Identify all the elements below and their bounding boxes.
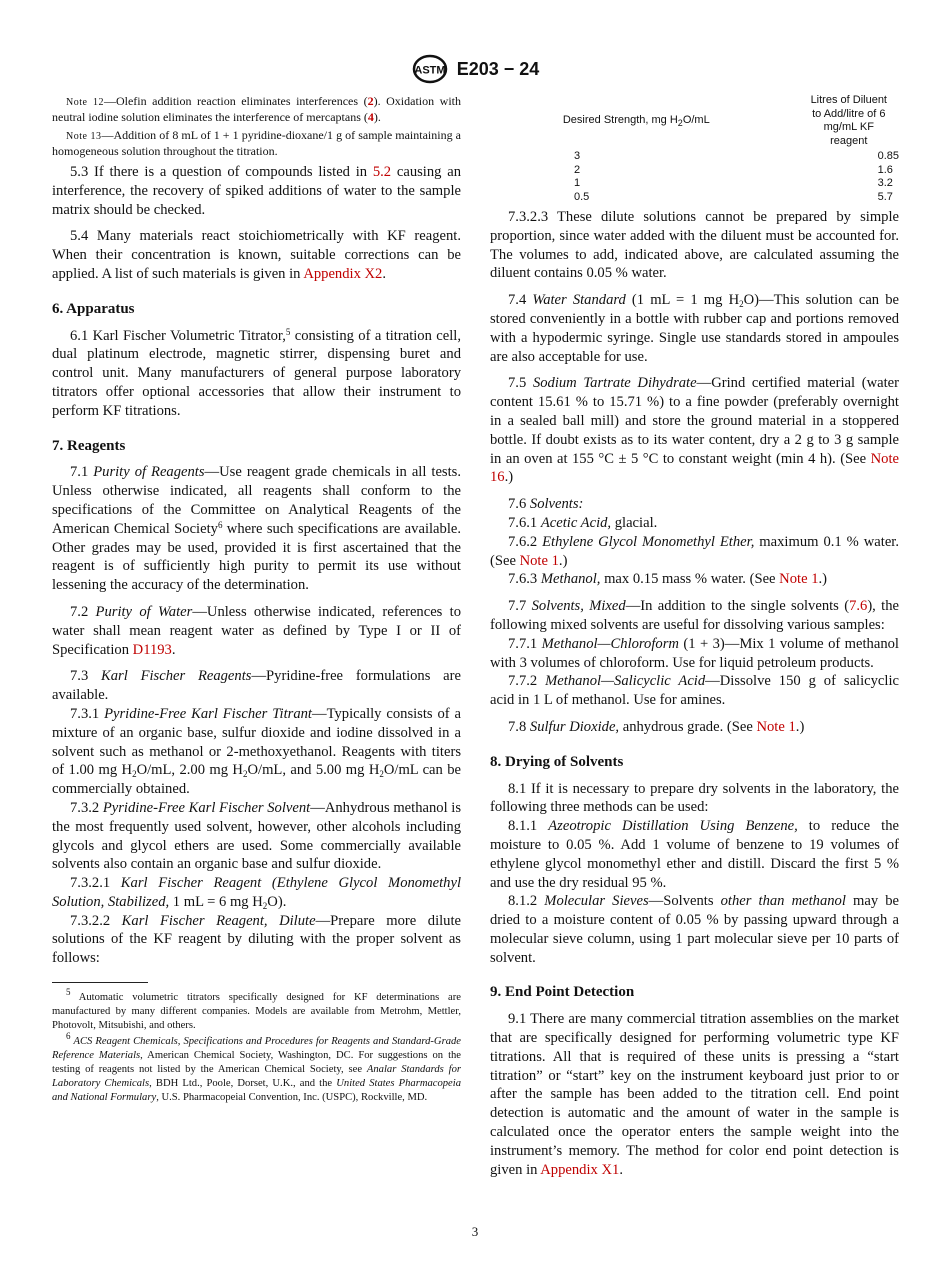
page-number: 3 — [471, 1224, 479, 1239]
svg-text:ASTM: ASTM — [414, 64, 446, 77]
dilution-table — [490, 94, 899, 204]
section-link[interactable]: 5.2 — [372, 164, 392, 180]
ref-link[interactable]: 4 — [367, 110, 374, 124]
note-link[interactable]: Note 1 — [756, 718, 796, 735]
para-7-7-1: 7.7.1 Methanol—Chloroform (1 + 3)—Mix 1 volume of methanol with 3 volumes of chloroform. Use for liquid petroleum products. — [490, 635, 899, 671]
table-header — [490, 94, 899, 150]
footnote-6: $^6$ ACS Reagent Chemicals, Specifications and Procedures for Reagents and Standard-Grade Reference Materials, American Chemical Society, Washington, DC. For suggestions on the testing of reagents not listed by the American Chemical Society, see Analar Standards for Laboratory Chemicals, BDH Ltd., Poole, Dorset, U.K., and the United States Pharmacopeia and National Formulary, U.S. Pharmacopeial Convention, Inc. (USPC), Rockville, MD. — [52, 1031, 462, 1104]
para-7-1: 7.1 Purity of Reagents—Use reagent grade chemicals in all tests. Unless otherwise indicated, all reagents shall conform to the specifications of the Committee on Analytical Reagents of the American Chemical Society$^6$ where such specifications are available. Other grades may be used, provided it is first ascertained that the reagent is of sufficiently high purity to permit its use without lessening the accuracy of the determination. — [52, 464, 462, 594]
table-row: 3 0.85 — [574, 150, 899, 162]
para-7-5: 7.5 Sodium Tartrate Dihydrate—Grind certified material (water content 15.61 % to 15.71 %) to a fine powder (preferably overnight in a sealed ball mill) and store the ground material in a stoppered bottle. If doubt exists as to its water content, dry a 2 g to 3 g sample in an oven at 155 °C ± 5 °C to constant weight (min 4 h). (See Note 16.) — [490, 375, 899, 486]
note-13: Note 13—Addition of 8 mL of 1 + 1 pyridine-dioxane/1 g of sample maintaining a homogeneous solution throughout the titration. — [52, 128, 461, 158]
appendix-link[interactable]: Appendix X2 — [303, 265, 383, 282]
para-7-7: 7.7 Solvents, Mixed—In addition to the single solvents (7.6), the following mixed solvents are useful for dissolving various samples: — [490, 598, 899, 633]
column-header-strength: Desired Strength, mg $H_2O/mL$ — [562, 114, 710, 129]
note-link[interactable]: Note 1 — [779, 571, 819, 588]
note-link[interactable]: Note 16 — [490, 450, 899, 486]
para-7-3-2-1: 7.3.2.1 Karl Fischer Reagent (Ethylene Glycol Monomethyl Solution, Stabilized, 1 mL = 6 mg $H_2O$). — [52, 875, 461, 911]
para-7-4: 7.4 Water Standard (1 mL = 1 mg $H_2O)—This$ solution can be stored conveniently in a bottle with rubber cap and portions removed with a hypodermic syringe. Single use standards stored in ampoules are also acceptable for use. — [490, 292, 899, 365]
standard-designation: E203 − 24 — [456, 58, 540, 79]
para-7-6-1: 7.6.1 Acetic Acid, glacial. — [508, 514, 658, 531]
para-7-6: 7.6 Solvents: — [508, 496, 584, 513]
note-12: Note 12—Olefin addition reaction eliminates interferences (2). Oxidation with neutral iodine solution eliminates the interference of mercaptans (4). — [52, 94, 461, 124]
para-8-1-2: 8.1.2 Molecular Sieves—Solvents other than methanol may be dried to a moisture content of 0.05 % by passing upward through a molecular sieve column, using 1 part molecular sieve per 10 parts of solvent. — [490, 893, 899, 966]
section-heading-7: 7. Reagents — [52, 437, 126, 454]
para-7-3: 7.3 Karl Fischer Reagents—Pyridine-free formulations are available. — [52, 668, 462, 704]
ref-link[interactable]: 2 — [367, 94, 374, 108]
para-6-1: 6.1 Karl Fischer Volumetric Titrator,$^5$ consisting of a titration cell, dual platinum electrode, magnetic stirrer, dispensing buret and control unit. Many manufacturers of general purpose laboratory titrators offer optional accessories that allow their instrument to perform KF titrations. — [52, 326, 461, 419]
column-header-litres: Litres of Diluent to Add/litre of 6 mg/mL KF reagent — [810, 94, 887, 147]
para-9-1: 9.1 There are many commercial titration assemblies on the market that are specifically designed for performing volumetric type KF titrations. All that is required of these units is pressing a “start titration” or “start” key on the instrument keyboard just prior to or after the sample has been added to the titration cell. End point detection is automatic and the amount of water in the sample is calculated once the operator enters the sample weight into the instrument’s memory. The method for color end point detection is given in Appendix X1. — [490, 1011, 899, 1178]
para-7-7-2: 7.7.2 Methanol—Salicyclic Acid—Dissolve 150 g of salicyclic acid in 1 L of methanol. Use for amines. — [490, 673, 900, 709]
section-heading-8: 8. Drying of Solvents — [490, 753, 624, 770]
para-7-6-3: 7.6.3 Methanol, max 0.15 mass % water. (See Note 1.) — [508, 571, 828, 588]
para-7-3-1: 7.3.1 Pyridine-Free Karl Fischer Titrant—Typically consists of a mixture of an organic base, sulfur dioxide and iodine dissolved in a solvent such as methanol or 2-methoxyethanol. Reagents with titers of 1.00 mg $H_2O/mL$, 2.00 mg $H_2O/mL$, and 5.00 mg $H_2O/mL$ can be commercially obtained. — [52, 705, 462, 798]
page-header — [0, 54, 950, 84]
table-row: 0.5 5.7 — [574, 190, 893, 203]
para-5-3: 5.3 If there is a question of compounds listed in 5.2 causing an interference, the recovery of spiked additions of water to the sample matrix should be checked. — [52, 164, 461, 218]
para-7-2: 7.2 Purity of Water—Unless otherwise indicated, references to water shall mean reagent water as defined by Type I or II of Specification D1193. — [52, 603, 461, 658]
table-row: 2 1.6 — [574, 163, 893, 176]
para-7-6-2: 7.6.2 Ethylene Glycol Monomethyl Ether, maximum 0.1 % water. (See Note 1.) — [490, 533, 899, 569]
para-8-1-1: 8.1.1 Azeotropic Distillation Using Benzene, to reduce the moisture to 0.05 %. Add 1 volume of benzene to 19 volumes of ethylene glycol monomethyl ether and distill. Discard the first 5 % and use the dry residual 95 %. — [490, 818, 899, 891]
right-column — [490, 94, 899, 1179]
para-7-8: 7.8 Sulfur Dioxide, anhydrous grade. (See Note 1.) — [508, 718, 805, 735]
left-column — [52, 94, 461, 1107]
table-row: 1 3.2 — [574, 177, 893, 189]
section-heading-9: 9. End Point Detection — [490, 984, 635, 1001]
section-link[interactable]: 7.6 — [849, 598, 868, 615]
footnote-divider — [52, 982, 148, 983]
para-5-4: 5.4 Many materials react stoichiometrically with KF reagent. When their concentration is known, suitable corrections can be applied. A list of such materials is given in Appendix X2. — [52, 228, 461, 282]
section-heading-6: 6. Apparatus — [52, 300, 135, 317]
note-link[interactable]: Note 1 — [519, 552, 559, 569]
astm-logo-icon — [411, 54, 449, 84]
para-7-3-2-3: 7.3.2.3 These dilute solutions cannot be prepared by simple proportion, since water added with the diluent must be accounted for. The volumes to add, indicated above, are calculated assuming the diluent contains 0.05 % water. — [490, 209, 899, 282]
appendix-link[interactable]: Appendix X1 — [540, 1161, 620, 1178]
para-7-3-2: 7.3.2 Pyridine-Free Karl Fischer Solvent—Anhydrous methanol is the most frequently used solvent, however, other alcohols including glycols and glycol ethers are used. Some commercially available solvents also contain an organic base and sulfur dioxide. — [52, 799, 462, 873]
para-8-1: 8.1 If it is necessary to prepare dry solvents in the laboratory, the following three methods can be used: — [490, 780, 899, 816]
spec-link[interactable]: D1193 — [132, 641, 172, 658]
footnote-5: $^5$ Automatic volumetric titrators specifically designed for KF determinations are manufactured by many different companies. Models are available from Metrohm, Mettler, Photovolt, Mitsubishi, and others. — [52, 987, 461, 1032]
para-7-3-2-2: 7.3.2.2 Karl Fischer Reagent, Dilute—Prepare more dilute solutions of the KF reagent by diluting with the proper solvent as follows: — [52, 912, 462, 967]
